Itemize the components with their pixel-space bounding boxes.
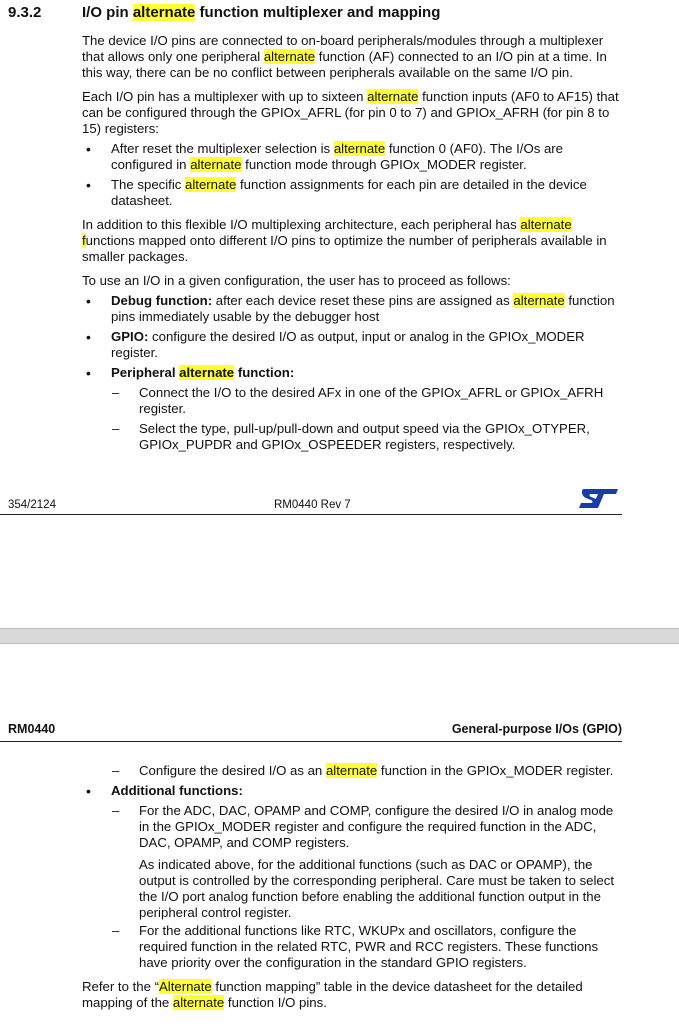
- bullet-reset-af0: After reset the multiplexer selection is alternate function 0 (AF0). The I/Os are configured in alternate function mode through GPIOx_MODER register.: [111, 141, 564, 172]
- subitem-configure-moder: Configure the desired I/O as an alternate function in the GPIOx_MODER register.: [139, 763, 614, 778]
- st-logo: [578, 487, 620, 513]
- dash-marker: –: [112, 803, 120, 818]
- page-separator: [0, 628, 679, 644]
- header-rule: [0, 741, 622, 742]
- document-revision: RM0440 Rev 7: [274, 499, 351, 511]
- bullet-gpio: GPIO: configure the desired I/O as output, input or analog in the GPIOx_MODER register.: [111, 329, 585, 360]
- paragraph-mux-inputs: Each I/O pin has a multiplexer with up to sixteen alternate function inputs (AF0 to AF15) that can be configured through the GPIOx_AFRL (for pin 0 to 7) and GPIOx_AFRH (for pin 8 to 15) registers:: [82, 89, 619, 136]
- footer-rule: [0, 514, 622, 515]
- subitem-connect-afx: Connect the I/O to the desired AFx in one of the GPIOx_AFRL or GPIOx_AFRH register.: [139, 385, 604, 416]
- dash-marker: –: [112, 421, 120, 436]
- bullet-af-assignments: The specific alternate function assignments for each pin are detailed in the device datasheet.: [111, 177, 587, 208]
- bullet-marker: •: [86, 783, 91, 799]
- bullet-additional-functions: Additional functions:: [111, 783, 243, 798]
- paragraph-refer-datasheet: Refer to the “Alternate function mapping” table in the device datasheet for the detailed mapping of the alternate function I/O pins.: [82, 979, 583, 1010]
- paragraph-usage: To use an I/O in a given configuration, the user has to proceed as follows:: [82, 273, 511, 288]
- document-id: RM0440: [8, 722, 56, 736]
- bullet-marker: •: [86, 329, 91, 345]
- section-number: 9.3.2: [8, 4, 42, 21]
- paragraph-multiplexing: In addition to this flexible I/O multiplexing architecture, each peripheral has alternate functions mapped onto different I/O pins to optimize the number of peripherals available in smaller packages.: [82, 217, 607, 264]
- subitem-select-type: Select the type, pull-up/pull-down and output speed via the GPIOx_OTYPER, GPIOx_PUPDR and GPIOx_OSPEEDER registers, respectively.: [139, 421, 590, 452]
- page-number: 354/2124: [8, 499, 56, 511]
- dash-marker: –: [112, 763, 120, 778]
- bullet-peripheral-af: Peripheral alternate function:: [111, 365, 295, 380]
- dash-marker: –: [112, 923, 120, 938]
- subitem-analog-functions: For the ADC, DAC, OPAMP and COMP, configure the desired I/O in analog mode in the GPIOx_MODER register and configure the required function in the ADC, DAC, OPAMP, and COMP registers. As indicated above, for the additional functions (such as DAC or OPAMP), the output is controlled by the corresponding peripheral. Care must be taken to select the I/O port analog function before enabling the additional function output in the peripheral control register.: [139, 803, 615, 920]
- bullet-marker: •: [86, 293, 91, 309]
- bullet-marker: •: [86, 141, 91, 157]
- bullet-marker: •: [86, 177, 91, 193]
- section-title: I/O pin alternate function multiplexer and mapping: [82, 4, 441, 21]
- dash-marker: –: [112, 385, 120, 400]
- paragraph-mux-intro: The device I/O pins are connected to on-board peripherals/modules through a multiplexer that allows only one peripheral alternate function (AF) connected to an I/O pin at a time. In this way, there can be no conflict between peripherals available on the same I/O pin.: [82, 33, 607, 80]
- bullet-debug-function: Debug function: after each device reset these pins are assigned as alternate function pins immediately usable by the debugger host: [111, 293, 615, 324]
- chapter-title: General-purpose I/Os (GPIO): [451, 722, 622, 736]
- subitem-rtc-functions: For the additional functions like RTC, WKUPx and oscillators, configure the required function in the related RTC, PWR and RCC registers. These functions have priority over the configuration in the standard GPIO registers.: [139, 923, 599, 970]
- bullet-marker: •: [86, 365, 91, 381]
